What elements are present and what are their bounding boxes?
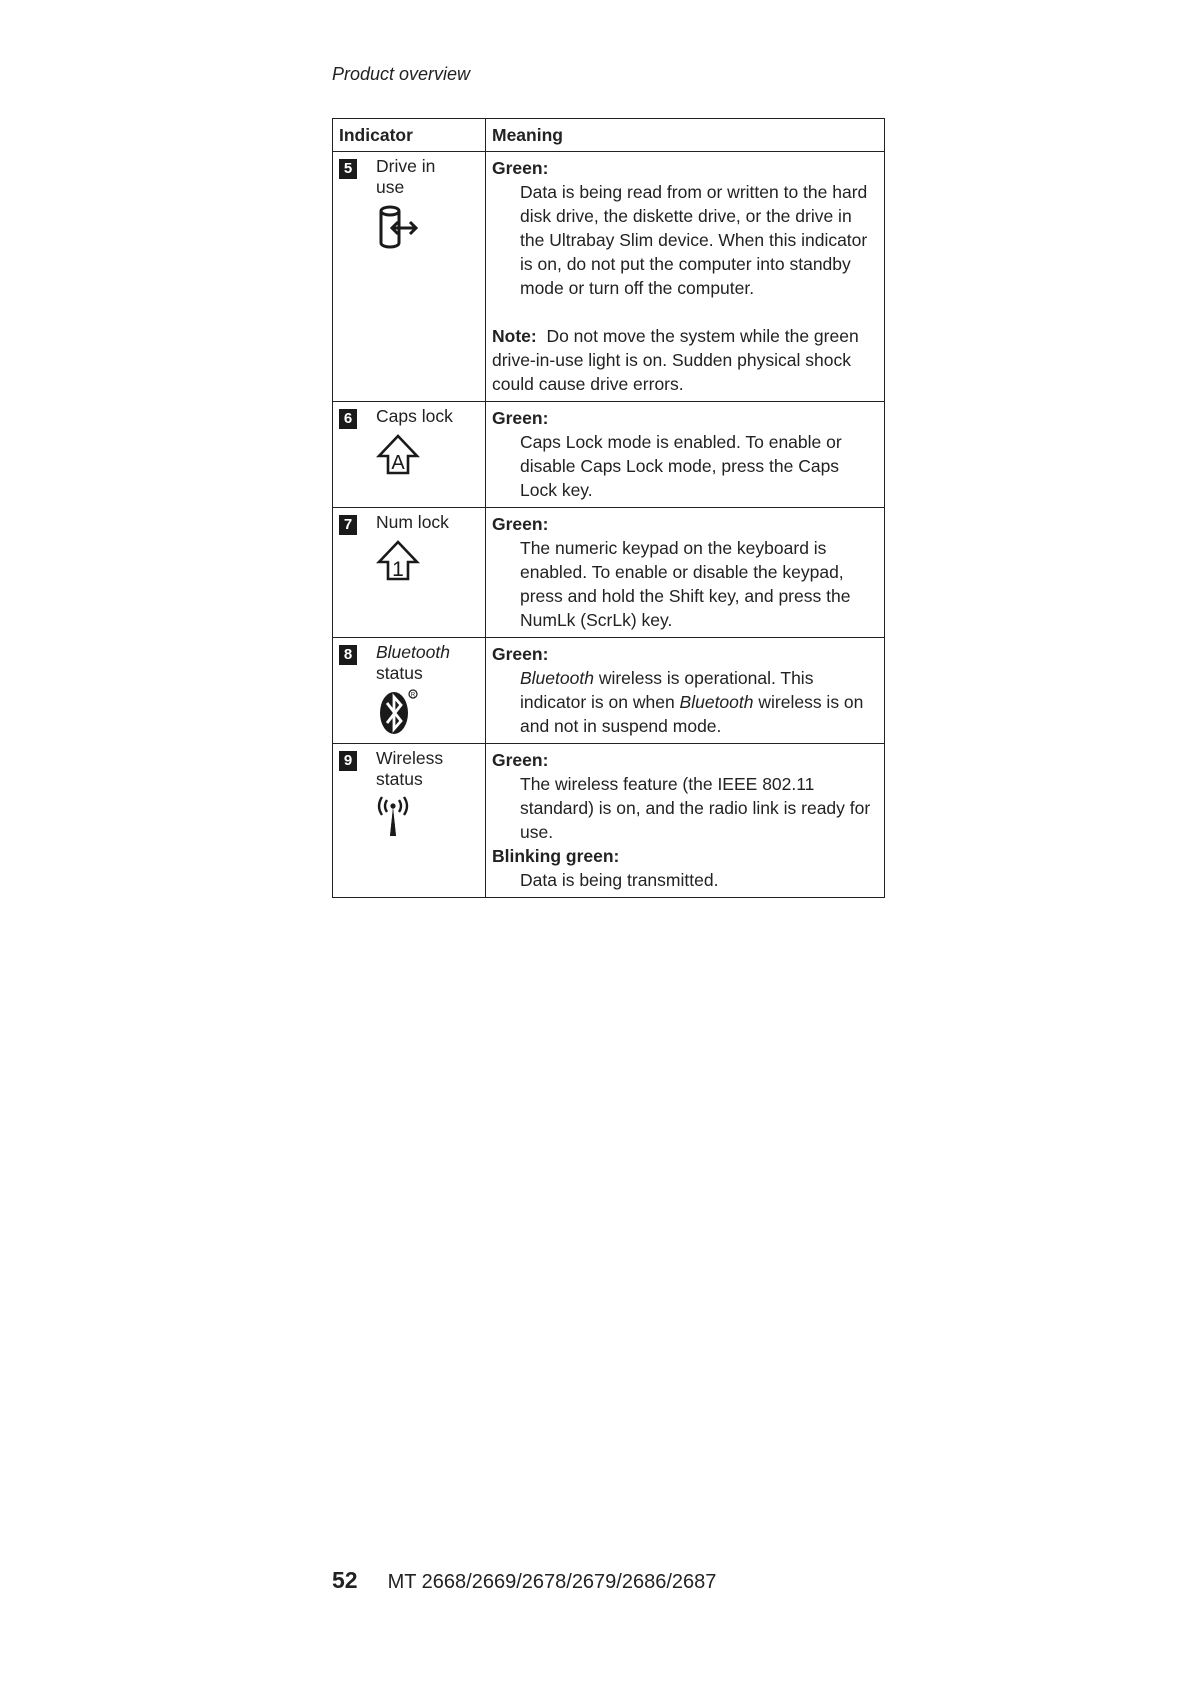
indicator-label-line2: status [376, 769, 423, 789]
status-term: Green: [492, 644, 549, 664]
status-description: Caps Lock mode is enabled. To enable or disable Caps Lock mode, press the Caps Lock key. [520, 432, 842, 500]
meaning-cell [486, 402, 885, 508]
indicator-label-line2: use [376, 177, 405, 197]
indicator-table [332, 118, 885, 898]
wireless-antenna-icon [376, 794, 420, 838]
indicator-label: Wireless [376, 748, 444, 768]
status-term: Green: [492, 408, 549, 428]
page-footer [332, 1567, 716, 1594]
description-text: wireless is on and not in suspend mode. [520, 692, 864, 736]
status-term: Green: [492, 750, 549, 770]
bluetooth-icon [376, 686, 420, 736]
status-description [492, 666, 878, 738]
indicator-label-line2: status [376, 663, 423, 683]
callout-number: 6 [339, 409, 357, 429]
svg-text:R: R [410, 692, 416, 699]
meaning-cell [486, 638, 885, 744]
column-header-indicator: Indicator [333, 119, 486, 152]
callout-number: 8 [339, 645, 357, 665]
note-text: Do not move the system while the green drive-in-use light is on. Sudden physical shock could cause drive errors. [492, 326, 859, 394]
status-description: Data is being read from or written to the hard disk drive, the diskette drive, or the drive in the Ultrabay Slim device. When this indicator is on, do not put the computer into standby mode or turn off the computer. [520, 182, 868, 298]
callout-number: 7 [339, 515, 357, 535]
status-term-blinking: Blinking green: [492, 846, 620, 866]
status-term: Green: [492, 514, 549, 534]
status-description: The numeric keypad on the keyboard is enabled. To enable or disable the keypad, press and hold the Shift key, and press the NumLk (ScrLk) key. [520, 538, 851, 630]
callout-number: 9 [339, 751, 357, 771]
num-lock-icon [376, 539, 420, 585]
note-label: Note: [492, 326, 537, 346]
bluetooth-term: Bluetooth [679, 692, 754, 712]
indicator-cell [333, 744, 486, 898]
indicator-cell [333, 402, 486, 508]
description-text: wireless is operational. This indicator is on when [520, 668, 814, 712]
table-header-row [333, 119, 885, 152]
indicator-label: Bluetooth [376, 642, 450, 662]
status-term: Green: [492, 158, 549, 178]
page-number: 52 [332, 1567, 358, 1593]
note [492, 324, 878, 396]
table-row [333, 402, 885, 508]
table-row [333, 638, 885, 744]
running-header: Product overview [332, 64, 471, 84]
meaning-cell [486, 744, 885, 898]
model-types: MT 2668/2669/2678/2679/2686/2687 [387, 1571, 717, 1593]
table-row [333, 744, 885, 898]
indicator-label: Num lock [376, 512, 449, 532]
table-row [333, 152, 885, 402]
bluetooth-term: Bluetooth [520, 668, 594, 688]
indicator-cell [333, 508, 486, 638]
status-description-blinking: Data is being transmitted. [520, 870, 719, 890]
meaning-cell [486, 508, 885, 638]
column-header-meaning: Meaning [486, 119, 885, 152]
indicator-label: Drive in [376, 156, 436, 176]
callout-number: 5 [339, 159, 357, 179]
indicator-cell [333, 638, 486, 744]
svg-text:A: A [391, 452, 405, 474]
meaning-cell [486, 152, 885, 402]
svg-text:1: 1 [392, 558, 404, 581]
status-description: The wireless feature (the IEEE 802.11 standard) is on, and the radio link is ready for use. [520, 774, 871, 842]
drive-in-use-icon [376, 204, 420, 250]
table-row [333, 508, 885, 638]
indicator-label: Caps lock [376, 406, 453, 426]
caps-lock-icon [376, 433, 420, 479]
indicator-cell [333, 152, 486, 402]
